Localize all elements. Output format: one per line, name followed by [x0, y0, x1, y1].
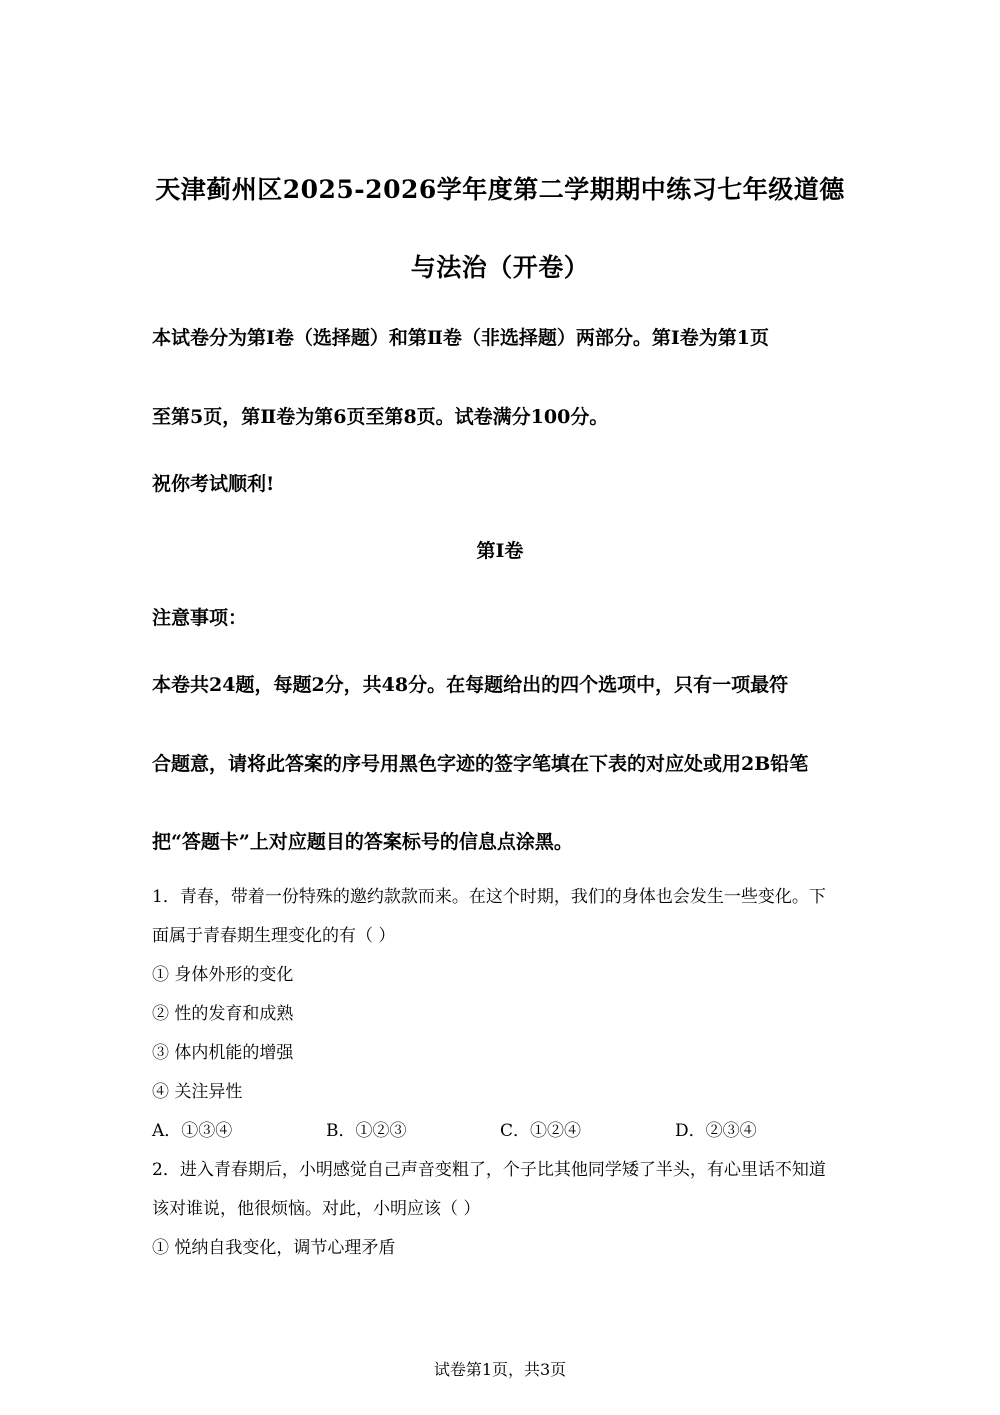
intro-line-2: 至第5页，第Ⅱ卷为第6页至第8页。试卷满分100分。 [152, 406, 609, 428]
notes-heading: 注意事项： [152, 607, 248, 629]
notes-line-3: 把“答题卡”上对应题目的答案标号的信息点涂黑。 [152, 831, 573, 853]
q1-option-c: C．①②④ [500, 1121, 582, 1141]
q1-option-b: B．①②③ [326, 1121, 407, 1141]
notes-line-1: 本卷共24题，每题2分，共48分。在每题给出的四个选项中，只有一项最符 [152, 674, 789, 696]
document-title-line-2: 与法治（开卷） [410, 253, 590, 282]
good-luck-text: 祝你考试顺利! [152, 473, 275, 495]
document-title-line-1: 天津蓟州区2025-2026学年度第二学期期中练习七年级道德 [155, 175, 845, 204]
q1-stem-line-2: 面属于青春期生理变化的有（ ） [152, 926, 396, 946]
q1-option-a: A．①③④ [152, 1121, 233, 1141]
q2-statement-1: ① 悦纳自我变化，调节心理矛盾 [152, 1238, 396, 1258]
q2-stem-line-1: 2．进入青春期后，小明感觉自己声音变粗了，个子比其他同学矮了半头，有心里话不知道 [152, 1160, 826, 1180]
intro-line-1: 本试卷分为第Ⅰ卷（选择题）和第Ⅱ卷（非选择题）两部分。第Ⅰ卷为第1页 [152, 327, 770, 349]
q2-stem-line-2: 该对谁说，他很烦恼。对此，小明应该（ ） [152, 1199, 481, 1219]
q1-option-d: D．②③④ [675, 1121, 757, 1141]
q1-statement-4: ④ 关注异性 [152, 1082, 243, 1102]
notes-line-2: 合题意，请将此答案的序号用黑色字迹的签字笔填在下表的对应处或用2B铅笔 [152, 753, 809, 775]
q1-statement-1: ① 身体外形的变化 [152, 965, 294, 985]
q1-statement-2: ② 性的发育和成熟 [152, 1004, 294, 1024]
q1-stem-line-1: 1．青春，带着一份特殊的邀约款款而来。在这个时期，我们的身体也会发生一些变化。下 [152, 887, 826, 907]
q1-statement-3: ③ 体内机能的增强 [152, 1043, 294, 1063]
section-title: 第Ⅰ卷 [476, 540, 524, 562]
page-footer: 试卷第1页，共3页 [433, 1360, 567, 1379]
